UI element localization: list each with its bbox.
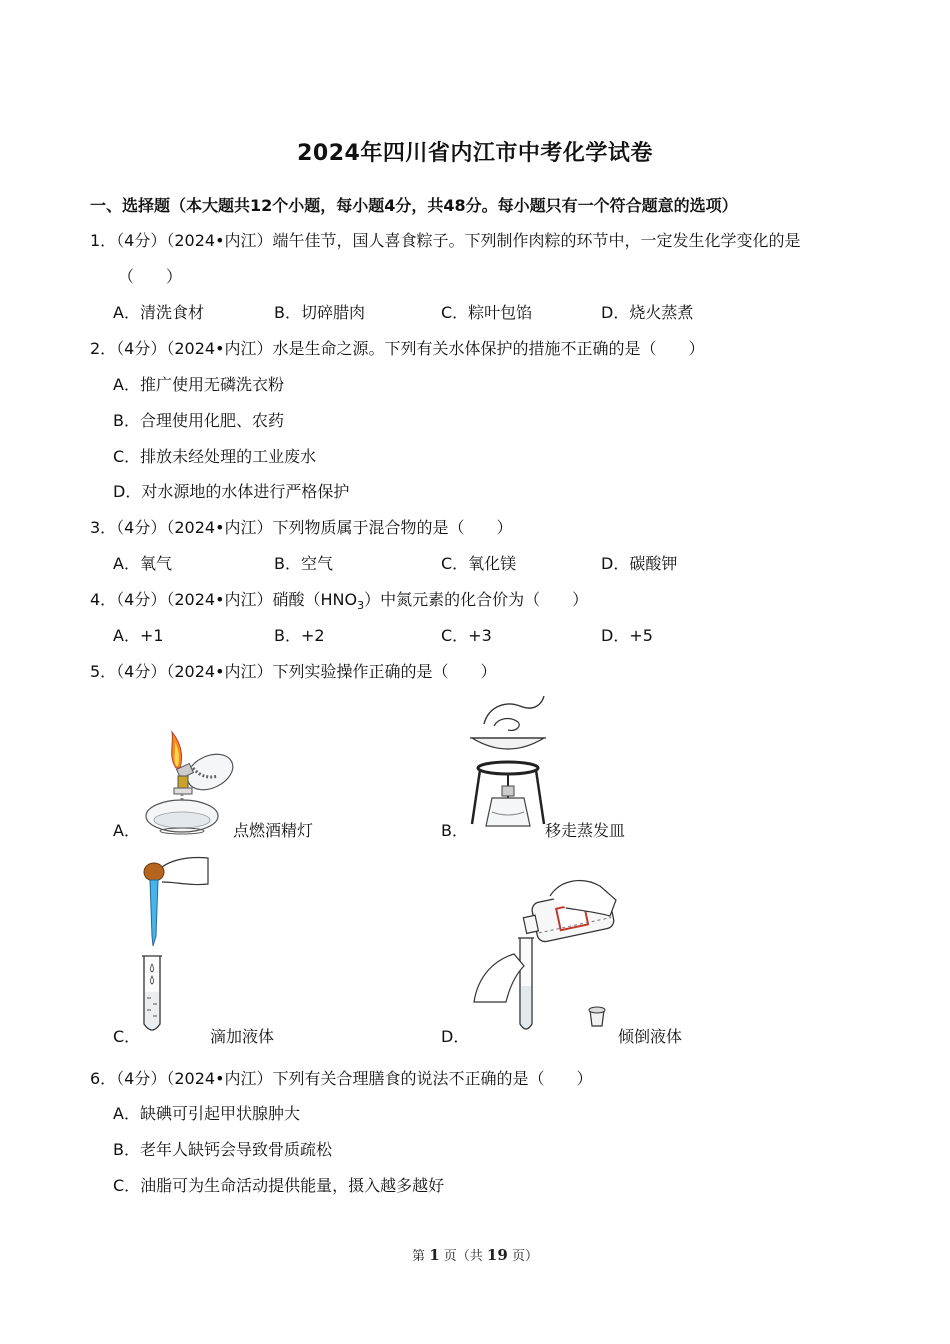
q3-option-a: A．氧气 xyxy=(113,554,172,573)
q5-option-c: C． xyxy=(113,1027,141,1046)
footer-mid: 页（共 xyxy=(443,1249,483,1264)
q4-stem-pre: 4．（4分）（2024•内江）硝酸（HNO xyxy=(90,590,358,609)
q5-option-b: B． xyxy=(441,821,468,840)
q5-caption-a: 点燃酒精灯 xyxy=(233,821,314,840)
q4-option-c: C．+3 xyxy=(441,626,492,645)
q3-option-c: C．氧化镁 xyxy=(441,554,517,573)
q2-option-c: C．排放未经处理的工业废水 xyxy=(113,447,317,466)
q5-option-d: D． xyxy=(441,1027,470,1046)
q2-option-d: D．对水源地的水体进行严格保护 xyxy=(113,482,350,501)
q3-option-b: B．空气 xyxy=(274,554,333,573)
q4-option-b: B．+2 xyxy=(274,626,325,645)
q6-option-c: C．油脂可为生命活动提供能量，摄入越多越好 xyxy=(113,1176,445,1195)
q1-option-a: A．清洗食材 xyxy=(113,303,204,322)
question-5-stem: 5．（4分）（2024•内江）下列实验操作正确的是（ ） xyxy=(90,662,497,681)
question-2-stem: 2．（4分）（2024•内江）水是生命之源。下列有关水体保护的措施不正确的是（ ） xyxy=(90,339,705,358)
question-1-stem: 1．（4分）（2024•内江）端午佳节，国人喜食粽子。下列制作肉粽的环节中，一定发生化学变化的是 xyxy=(90,231,801,250)
q6-option-a: A．缺碘可引起甲状腺肿大 xyxy=(113,1104,300,1123)
pouring-liquid-figure xyxy=(470,856,620,1034)
q4-stem-subscript: 3 xyxy=(357,599,365,613)
q1-option-c: C．粽叶包馅 xyxy=(441,303,533,322)
q2-option-a: A．推广使用无磷洗衣粉 xyxy=(113,375,284,394)
q5-caption-d: 倾倒液体 xyxy=(618,1027,683,1046)
footer-total-pages: 19 xyxy=(486,1246,508,1264)
page-title: 2024年四川省内江市中考化学试卷 xyxy=(297,141,653,166)
footer-pre: 第 xyxy=(412,1249,426,1264)
question-3-stem: 3．（4分）（2024•内江）下列物质属于混合物的是（ ） xyxy=(90,518,513,537)
q4-option-a: A．+1 xyxy=(113,626,164,645)
q1-option-d: D．烧火蒸煮 xyxy=(601,303,694,322)
evaporating-dish-figure xyxy=(464,694,554,834)
q2-option-b: B．合理使用化肥、农药 xyxy=(113,411,284,430)
q5-caption-b: 移走蒸发皿 xyxy=(545,821,626,840)
footer-page-number: 1 xyxy=(429,1246,440,1264)
q1-option-b: B．切碎腊肉 xyxy=(274,303,365,322)
page-footer xyxy=(0,1245,950,1264)
question-1-stem-cont: （ ） xyxy=(118,267,183,286)
dropper-test-tube-figure xyxy=(136,852,216,1034)
q5-caption-c: 滴加液体 xyxy=(210,1027,275,1046)
q6-option-b: B．老年人缺钙会导致骨质疏松 xyxy=(113,1140,332,1159)
q4-option-d: D．+5 xyxy=(601,626,653,645)
q5-option-a: A． xyxy=(113,821,140,840)
question-4-stem xyxy=(90,590,588,616)
q4-stem-post: ）中氮元素的化合价为（ ） xyxy=(364,590,589,609)
section-heading: 一、选择题（本大题共12个小题，每小题4分，共48分。每小题只有一个符合题意的选项） xyxy=(90,196,738,215)
q3-option-d: D．碳酸钾 xyxy=(601,554,678,573)
footer-post: 页） xyxy=(511,1249,538,1264)
alcohol-lamp-lighting-figure xyxy=(138,728,238,836)
question-6-stem: 6．（4分）（2024•内江）下列有关合理膳食的说法不正确的是（ ） xyxy=(90,1069,593,1088)
